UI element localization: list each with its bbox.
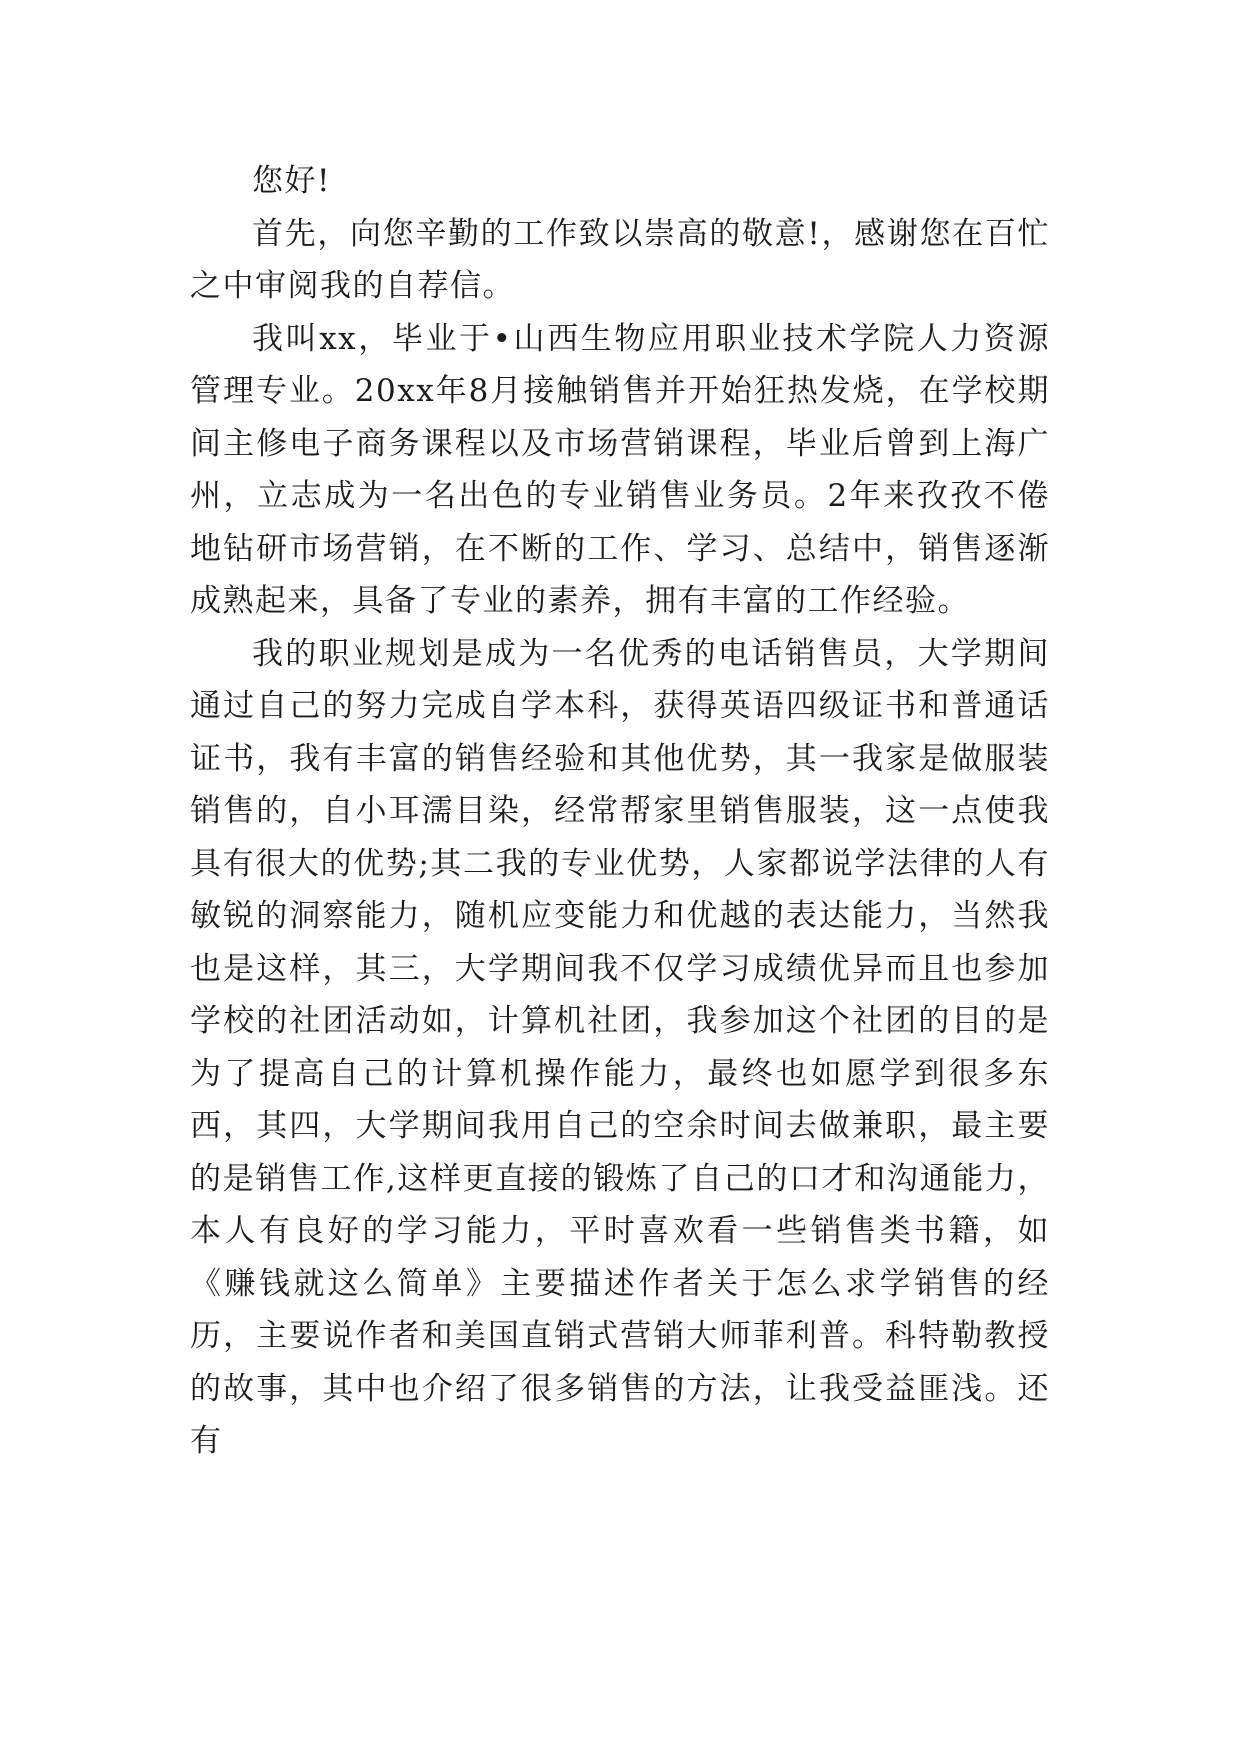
letter-greeting: 您好! <box>252 163 331 199</box>
letter-paragraph-career-plan: 我的职业规划是成为一名优秀的电话销售员，大学期间通过自己的努力完成自学本科，获得英语四级证书和普通话证书，我有丰富的销售经验和其他优势，其一我家是做服装销售的，自小耳濡目染，经常帮家里销售服装，这一点使我具有很大的优势;其二我的专业优势，人家都说学法律的人有敏锐的洞察能力，随机应变能力和优越的表达能力，当然我也是这样，其三，大学期间我不仅学习成绩优异而且也参加学校的社团活动如，计算机社团，我参加这个社团的目的是为了提高自己的计算机操作能力，最终也如愿学到很多东西，其四，大学期间我用自己的空余时间去做兼职，最主要的是销售工作,这样更直接的锻炼了自己的口才和沟通能力，本人有良好的学习能力，平时喜欢看一些销售类书籍，如《赚钱就这么简单》主要描述作者关于怎么求学销售的经历，主要说作者和美国直销式营销大师菲利普。科特勒教授的故事，其中也介绍了很多销售的方法，让我受益匪浅。还有 <box>190 635 1050 1459</box>
letter-body <box>190 155 1050 1468</box>
letter-paragraph-thanks: 首先，向您辛勤的工作致以崇高的敬意!，感谢您在百忙之中审阅我的自荐信。 <box>190 215 1050 304</box>
letter-paragraph-introduction: 我叫xx，毕业于•山西生物应用职业技术学院人力资源管理专业。20xx年8月接触销售并开始狂热发烧，在学校期间主修电子商务课程以及市场营销课程，毕业后曾到上海广州，立志成为一名出色的专业销售业务员。2年来孜孜不倦地钻研市场营销，在不断的工作、学习、总结中，销售逐渐成熟起来，具备了专业的素养，拥有丰富的工作经验。 <box>190 320 1050 619</box>
